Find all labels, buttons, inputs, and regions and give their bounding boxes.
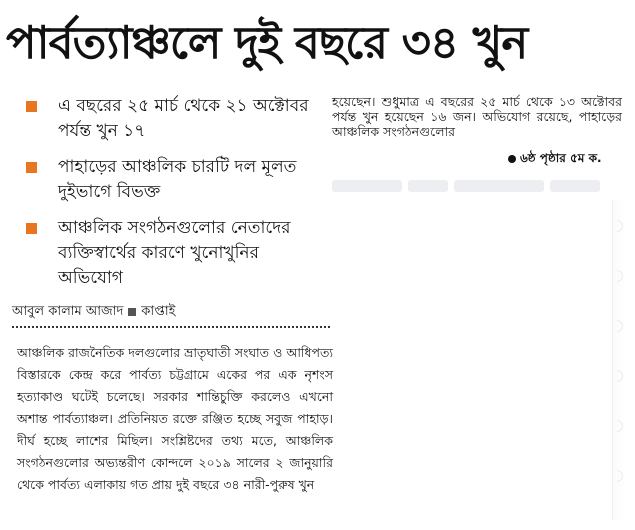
square-bullet-icon — [26, 162, 37, 173]
square-separator-icon — [128, 308, 136, 316]
highlight-text: আঞ্চলিক সংগঠনগুলোর নেতাদের ব্যক্তিস্বার্থের কারণে খুনোখুনির অভিযোগ — [58, 218, 291, 288]
byline — [12, 302, 318, 322]
highlights-list — [22, 94, 322, 302]
bullet-dot-icon — [508, 155, 516, 163]
highlight-text: পাহাড়ের আঞ্চলিক চারটি দল মূলত দুইভাগে বিভক্ত — [58, 157, 297, 202]
faded-bleedthrough-text — [332, 174, 622, 200]
square-bullet-icon — [26, 223, 37, 234]
article-body-left: আঞ্চলিক রাজনৈতিক দলগুলোর ভ্রাতৃঘাতী সংঘাত ও আধিপত্য বিস্তারকে কেন্দ্র করে পার্বত্য চট্টগ্রামে একের পর এক নৃশংস হত্যাকাণ্ড ঘটেই চলেছে। সরকার শান্তিচুক্তি করলেও এখনো অশান্ত পার্বত্যাঞ্চল। প্রতিনিয়ত রক্তে রঞ্জিত হচ্ছে সবুজ পাহাড়। দীর্ঘ হচ্ছে লাশের মিছিল। সংশ্লিষ্টদের তথ্য মতে, আঞ্চলিক সংগঠনগুলোর অভ্যন্তরীণ কোন্দলে ২০১৯ সালের ২ জানুয়ারি থেকে পার্বত্য এলাকায় গত প্রায় দুই বছরে ৩৪ নারী-পুরুষ খুন — [17, 345, 333, 492]
highlight-item — [22, 155, 322, 205]
dateline-location: কাপ্তাই — [141, 304, 176, 319]
square-bullet-icon — [26, 101, 37, 112]
article-body-right: হয়েছেন। শুধুমাত্র এ বছরের ২৫ মার্চ থেকে ১৩ অক্টোবর পর্যন্ত খুন হয়েছেন ১৬ জন। অভিযোগ রয়েছে, পাহাড়ের আঞ্চলিক সংগঠনগুলোর — [332, 94, 622, 139]
headline: পার্বত্যাঞ্চলে দুই বছরে ৩৪ খুন — [6, 16, 528, 69]
page-fold-edge — [612, 200, 627, 520]
highlight-text: এ বছরের ২৫ মার্চ থেকে ২১ অক্টোবর পর্যন্ত খুন ১৭ — [58, 96, 309, 141]
highlight-item — [22, 216, 322, 291]
highlight-item — [22, 94, 322, 144]
author-name: আবুল কালাম আজাদ — [12, 304, 124, 319]
continuation-text: ৬ষ্ঠ পৃষ্ঠার ৫ম ক. — [520, 151, 602, 165]
dotted-divider — [12, 326, 330, 328]
continuation-note — [508, 150, 602, 170]
